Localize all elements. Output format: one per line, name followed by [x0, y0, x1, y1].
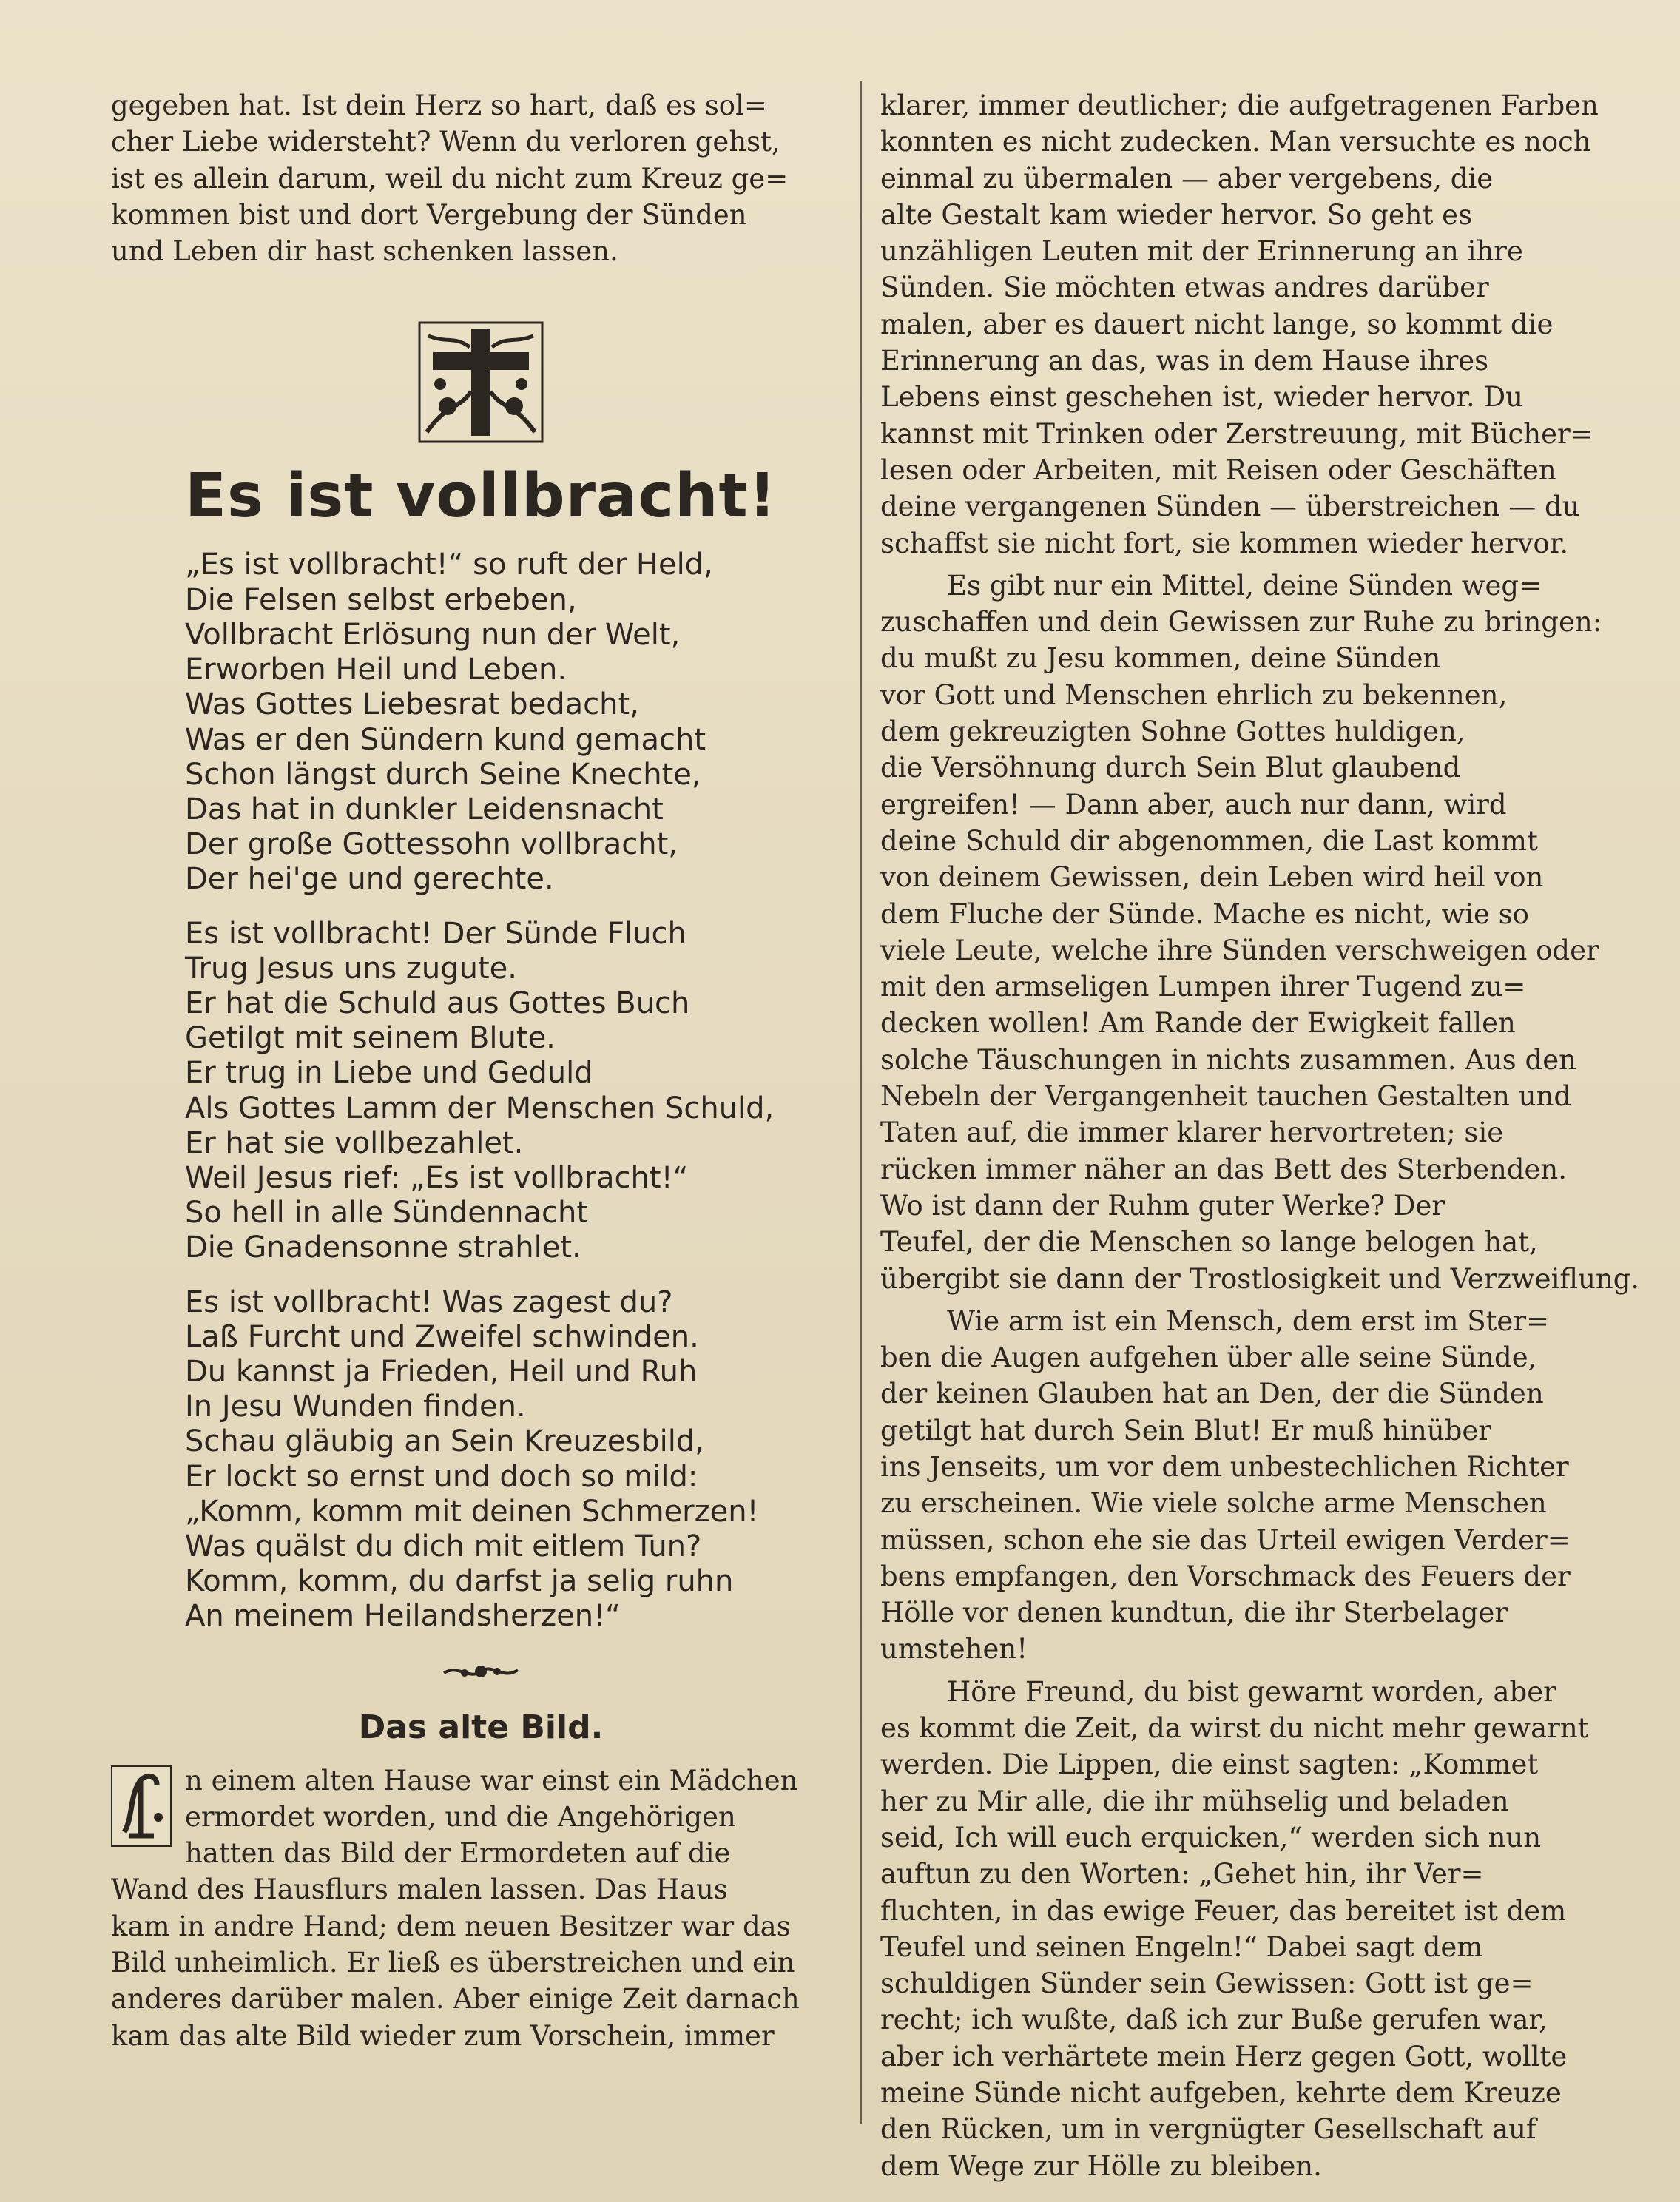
dropcap-initial-icon	[111, 1765, 172, 1847]
text-line: einmal zu übermalen — aber vergebens, die	[880, 162, 1494, 195]
poem-line: Laß Furcht und Zweifel schwinden.	[185, 1319, 699, 1354]
text-line: umstehen!	[880, 1633, 1028, 1666]
poem-line: Es ist vollbracht! Der Sünde Fluch	[185, 916, 686, 951]
text-line: und Leben dir hast schenken lassen.	[111, 235, 618, 268]
text-line: ermordet worden, und die Angehörigen	[185, 1800, 736, 1833]
text-line: schuldigen Sünder sein Gewissen: Gott ist ge=	[880, 1967, 1534, 2000]
text-line: ins Jenseits, um vor dem unbestechlichen Richter	[880, 1450, 1569, 1483]
poem-line: Trug Jesus uns zugute.	[185, 951, 517, 986]
body-paragraph	[880, 87, 1613, 562]
text-line: vor Gott und Menschen ehrlich zu bekennen,	[880, 679, 1508, 711]
text-line: fluchten, in das ewige Feuer, das bereitet ist dem	[880, 1894, 1567, 1927]
poem-line: Es ist vollbracht! Was zagest du?	[185, 1284, 673, 1319]
poem-stanza	[185, 1285, 851, 1634]
poem-line: Getilgt mit seinem Blute.	[185, 1021, 556, 1056]
poem-line: In Jesu Wunden finden.	[185, 1390, 526, 1424]
text-line: Lebens einst geschehen ist, wieder hervor. Du	[880, 381, 1524, 414]
poem-line: Schon längst durch Seine Knechte,	[185, 757, 701, 792]
text-line: cher Liebe widersteht? Wenn du verloren gehst,	[111, 126, 780, 158]
text-line: es kommt die Zeit, da wirst du nicht mehr gewarnt	[880, 1712, 1589, 1745]
text-line: viele Leute, welche ihre Sünden verschweigen oder	[880, 934, 1599, 966]
text-line: Bild unheimlich. Er ließ es überstreichen und ein	[111, 1947, 795, 1979]
floral-divider-icon	[436, 1657, 525, 1686]
text-line: n einem alten Hause war einst ein Mädchen	[185, 1764, 798, 1797]
text-line: rücken immer näher an das Bett des Sterbenden.	[880, 1153, 1567, 1185]
text-line: recht; ich wußte, daß ich zur Buße gerufen war,	[880, 2004, 1548, 2036]
body-paragraph	[880, 568, 1640, 1297]
poem-line: An meinem Heilandsherzen!“	[185, 1599, 621, 1634]
text-line: werden. Die Lippen, die einst sagten: „Kommet	[880, 1748, 1539, 1781]
poem-line: Als Gottes Lamm der Menschen Schuld,	[185, 1091, 775, 1125]
text-line: seid, Ich will euch erquicken,“ werden sich nun	[880, 1821, 1542, 1853]
text-line: Wo ist dann der Ruhm guter Werke? Der	[880, 1189, 1445, 1222]
text-line: meine Sünde nicht aufgeben, kehrte dem Kreuze	[880, 2077, 1562, 2110]
text-line: Teufel und seinen Engeln!“ Dabei sagt dem	[880, 1930, 1483, 1963]
text-line: deine vergangenen Sünden — überstreichen — du	[880, 491, 1580, 523]
text-line: du mußt zu Jesu kommen, deine Sünden	[880, 642, 1441, 675]
text-line: Es gibt nur ein Mittel, deine Sünden weg=	[947, 569, 1542, 602]
text-line: her zu Mir alle, die ihr mühselig und beladen	[880, 1785, 1509, 1817]
poem-line: So hell in alle Sündennacht	[185, 1196, 589, 1230]
left-column	[111, 87, 851, 2054]
text-line: zu erscheinen. Wie viele solche arme Menschen	[880, 1487, 1547, 1520]
poem-title: Es ist vollbracht!	[184, 461, 777, 532]
text-line: deine Schuld dir abgenommen, die Last kommt	[880, 824, 1538, 857]
text-line: Taten auf, die immer klarer hervortreten; sie	[880, 1117, 1504, 1149]
right-column	[880, 87, 1640, 2184]
poem-line: Er hat die Schuld aus Gottes Buch	[185, 986, 690, 1020]
text-line: Nebeln der Vergangenheit tauchen Gestalten und	[880, 1080, 1572, 1113]
text-line: ben die Augen aufgehen über alle seine Sünde,	[880, 1341, 1537, 1374]
poem-line: Der große Gottessohn vollbracht,	[185, 827, 678, 862]
text-line: die Versöhnung durch Sein Blut glaubend	[880, 752, 1461, 784]
text-line: hatten das Bild der Ermordeten auf die	[185, 1837, 731, 1870]
poem-stanza	[185, 548, 851, 897]
text-line: zuschaffen und dein Gewissen zur Ruhe zu bringen:	[880, 606, 1602, 639]
text-line: malen, aber es dauert nicht lange, so kommt die	[880, 308, 1554, 340]
poem-line: Weil Jesus rief: „Es ist vollbracht!“	[185, 1160, 689, 1195]
text-line: müssen, schon ehe sie das Urteil ewigen Verder=	[880, 1523, 1571, 1556]
text-line: Sünden. Sie möchten etwas andres darüber	[880, 272, 1489, 304]
text-line: ist es allein darum, weil du nicht zum Kreuz ge=	[111, 162, 789, 195]
poem-line: Die Felsen selbst erbeben,	[185, 582, 577, 617]
poem-line: Das hat in dunkler Leidensnacht	[185, 792, 664, 826]
text-line: getilgt hat durch Sein Blut! Er muß hinüber	[880, 1414, 1491, 1447]
text-line: der keinen Glauben hat an Den, der die Sünden	[880, 1378, 1544, 1410]
poem	[185, 548, 851, 1634]
text-line: konnten es nicht zudecken. Man versuchte es noch	[880, 126, 1591, 158]
text-line: kommen bist und dort Vergebung der Sünden	[111, 198, 747, 231]
text-line: solche Täuschungen in nichts zusammen. Aus den	[880, 1043, 1576, 1076]
poem-line: Was Gottes Liebesrat bedacht,	[185, 687, 639, 722]
poem-line: Was er den Sündern kund gemacht	[185, 722, 706, 757]
poem-line: Die Gnadensonne strahlet.	[185, 1230, 581, 1265]
cross-ornament-icon	[418, 321, 544, 443]
text-line: dem Wege zur Hölle zu bleiben.	[880, 2149, 1322, 2182]
text-line: klarer, immer deutlicher; die aufgetragenen Farben	[880, 90, 1599, 121]
text-line: bens empfangen, den Vorschmack des Feuers der	[880, 1560, 1571, 1592]
poem-line: Er hat sie vollbezahlet.	[185, 1125, 524, 1160]
text-line: aber ich verhärtete mein Herz gegen Gott, wollte	[880, 2040, 1568, 2073]
body-paragraph	[880, 1674, 1613, 2184]
poem-line: Er lockt so ernst und doch so mild:	[185, 1459, 698, 1494]
text-line: Erinnerung an das, was in dem Hause ihres	[880, 345, 1489, 377]
poem-line: Erworben Heil und Leben.	[185, 653, 567, 687]
poem-line: Vollbracht Erlösung nun der Welt,	[185, 617, 681, 652]
text-line: den Rücken, um in vergnügter Gesellschaft auf	[880, 2113, 1536, 2146]
text-line: lesen oder Arbeiten, mit Reisen oder Geschäften	[880, 454, 1556, 486]
poem-line: „Es ist vollbracht!“ so ruft der Held,	[185, 548, 713, 582]
poem-line: Komm, komm, du darfst ja selig ruhn	[185, 1564, 734, 1599]
text-line: Hölle vor denen kundtun, die ihr Sterbelager	[880, 1597, 1508, 1629]
text-line: Teufel, der die Menschen so lange belogen hat,	[880, 1226, 1538, 1259]
text-line: übergibt sie dann der Trostlosigkeit und Verzweiflung.	[880, 1262, 1640, 1295]
story-paragraph	[111, 1762, 851, 2054]
intro-paragraph	[111, 87, 851, 269]
text-line: auftun zu den Worten: „Gehet hin, ihr Ver=	[880, 1858, 1484, 1890]
poem-stanza	[185, 917, 851, 1266]
text-line: decken wollen! Am Rande der Ewigkeit fallen	[880, 1007, 1516, 1040]
text-line: Wie arm ist ein Mensch, dem erst im Ster=	[947, 1304, 1550, 1337]
body-paragraph	[880, 1303, 1613, 1668]
poem-line: Was quälst du dich mit eitlem Tun?	[185, 1529, 702, 1563]
text-line: unzähligen Leuten mit der Erinnerung an ihre	[880, 235, 1523, 268]
text-line: alte Gestalt kam wieder hervor. So geht es	[880, 198, 1473, 231]
poem-line: „Komm, komm mit deinen Schmerzen!	[185, 1494, 759, 1529]
column-divider	[860, 81, 862, 2124]
text-line: anderes darüber malen. Aber einige Zeit darnach	[111, 1983, 800, 2016]
poem-line: Schau gläubig an Sein Kreuzesbild,	[185, 1424, 704, 1459]
poem-line: Du kannst ja Frieden, Heil und Ruh	[185, 1354, 698, 1389]
text-line: gegeben hat. Ist dein Herz so hart, daß es sol=	[111, 90, 767, 121]
poem-line: Der hei'ge und gerechte.	[185, 862, 554, 897]
text-line: kannst mit Trinken oder Zerstreuung, mit Bücher=	[880, 417, 1593, 450]
text-line: kam das alte Bild wieder zum Vorschein, immer	[111, 2019, 775, 2052]
text-line: dem gekreuzigten Sohne Gottes huldigen,	[880, 716, 1465, 748]
poem-line: Er trug in Liebe und Geduld	[185, 1056, 593, 1091]
text-line: ergreifen! — Dann aber, auch nur dann, wird	[880, 788, 1507, 821]
text-line: Höre Freund, du bist gewarnt worden, aber	[947, 1675, 1556, 1708]
text-line: von deinem Gewissen, dein Leben wird heil von	[880, 861, 1544, 894]
text-line: kam in andre Hand; dem neuen Besitzer war das	[111, 1910, 791, 1942]
text-line: Wand des Hausflurs malen lassen. Das Haus	[111, 1873, 728, 1906]
text-line: schaffst sie nicht fort, sie kommen wieder hervor.	[880, 527, 1569, 559]
text-line: dem Fluche der Sünde. Mache es nicht, wie so	[880, 898, 1529, 930]
text-line: mit den armseligen Lumpen ihrer Tugend zu=	[880, 971, 1526, 1003]
story-title: Das alte Bild.	[358, 1708, 604, 1746]
